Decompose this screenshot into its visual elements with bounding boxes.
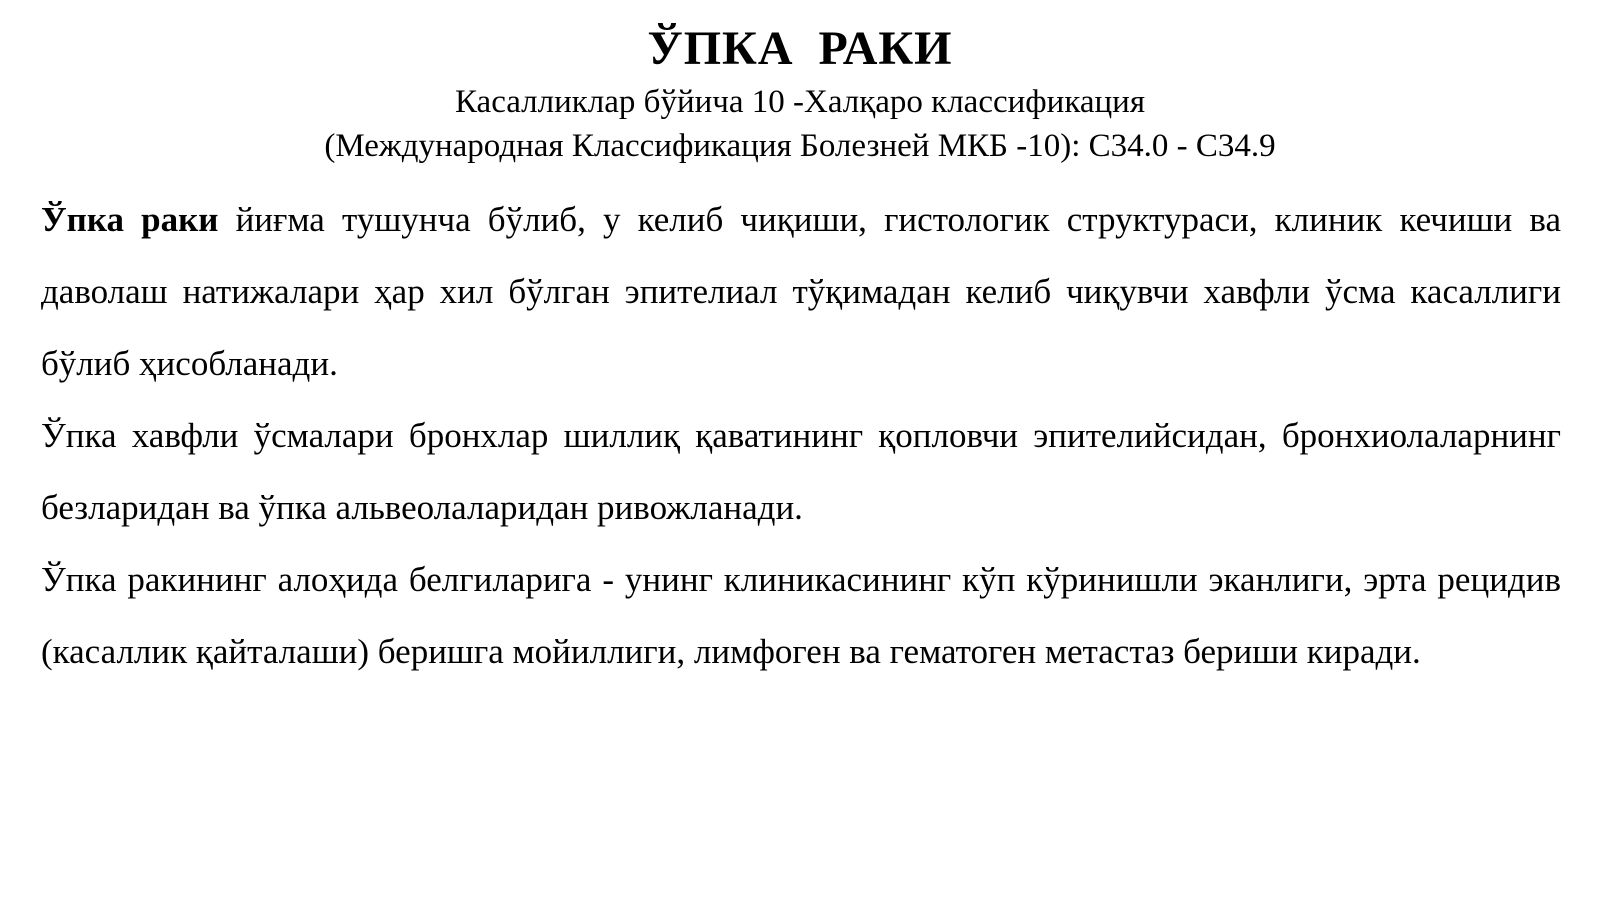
- term-lung-cancer: Ўпка раки: [41, 200, 219, 239]
- body-text: [41, 184, 1561, 688]
- paragraph-definition-text: йиғма тушунча бўлиб, у келиб чиқиши, гистологик структураси, клиник кечиши ва даволаш натижалари ҳар хил бўлган эпителиал тўқимадан келиб чиқувчи хавфли ўсма касаллиги бўлиб ҳисобланади.: [41, 200, 1561, 383]
- paragraph-origin: Ўпка хавфли ўсмалари бронхлар шиллиқ қаватининг қопловчи эпителийсидан, бронхиолаларнинг безларидан ва ўпка альвеолаларидан ривожланади.: [41, 416, 1561, 527]
- paragraph-definition: [41, 184, 1561, 400]
- paragraph-features: Ўпка ракининг алоҳида белгиларига - унинг клиникасининг кўп кўринишли эканлиги, эрта рецидив (касаллик қайталаши) беришга мойиллиги, лимфоген ва гематоген метастаз бериши киради.: [41, 560, 1561, 671]
- page-title: ЎПКА РАКИ: [647, 22, 953, 75]
- subtitle-classification: Касалликлар бўйича 10 -Халқаро классификация: [454, 84, 1146, 120]
- subtitle-icd-codes: (Международная Классификация Болезней МКБ -10): С34.0 - С34.9: [324, 128, 1276, 164]
